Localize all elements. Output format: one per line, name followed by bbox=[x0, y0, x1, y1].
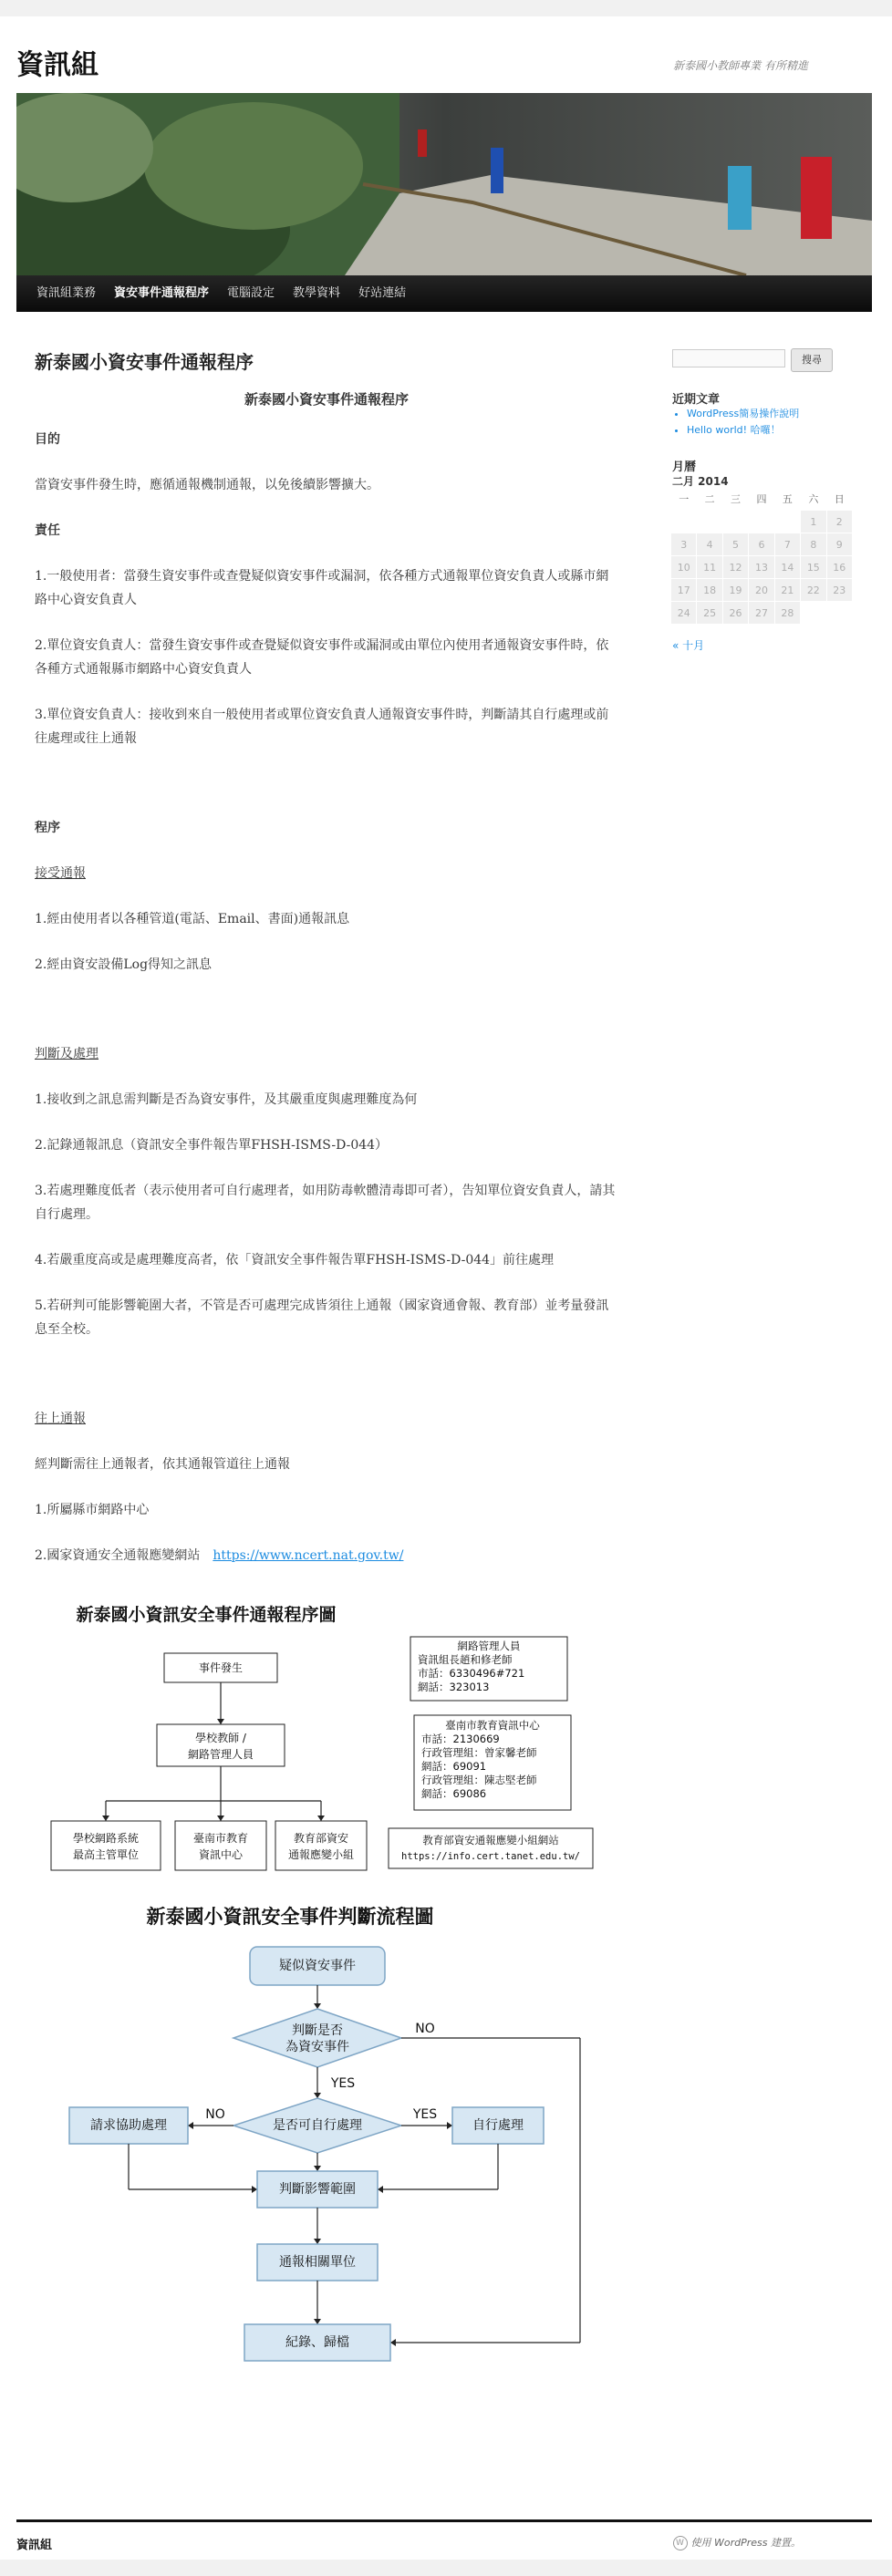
decision2-no: NO bbox=[205, 2107, 225, 2122]
judge-2: 2.記錄通報訊息（資訊安全事件報告單FHSH-ISMS-D-044） bbox=[35, 1138, 389, 1153]
receive-label: 接受通報 bbox=[35, 866, 86, 881]
decision2-yes: YES bbox=[412, 2107, 438, 2122]
info2-line4: 網話：69091 bbox=[421, 1760, 487, 1773]
procedure-label: 程序 bbox=[35, 821, 60, 835]
info2-line1: 臺南市教育資訊中心 bbox=[445, 1719, 540, 1732]
weekday-sat: 六 bbox=[808, 493, 819, 505]
calendar-week: 24 25 26 27 28 bbox=[671, 602, 853, 625]
leaf-2-line2: 資訊中心 bbox=[198, 1848, 244, 1861]
upward-1: 1.所屬縣市網路中心 bbox=[35, 1503, 150, 1517]
duty-label: 責任 bbox=[35, 523, 60, 538]
info2-line3: 行政管理組：曾家馨老師 bbox=[421, 1746, 537, 1759]
upward-2-text: 2.國家資通安全通報應變網站 bbox=[35, 1548, 201, 1563]
diagram1-title: 新泰國小資訊安全事件通報程序圖 bbox=[76, 1605, 337, 1625]
info1-line3: 市話：6330496#721 bbox=[418, 1667, 525, 1680]
info3-line2: https://info.cert.tanet.edu.tw/ bbox=[401, 1851, 580, 1862]
upward-label: 往上通報 bbox=[35, 1412, 86, 1426]
main-navigation bbox=[16, 275, 872, 312]
receive-2: 2.經由資安設備Log得知之訊息 bbox=[35, 957, 213, 972]
duty-2: 2.單位資安負責人：當發生資安事件或查覺疑似資安事件或漏洞或由單位內使用者通報資安事件時，依各種方式通報縣市網路中心資安負責人 bbox=[35, 638, 609, 677]
calendar-week: 1 2 bbox=[671, 511, 853, 533]
nav-item-security-procedure[interactable]: 資安事件通報程序 bbox=[114, 286, 210, 300]
info1-line1: 網路管理人員 bbox=[457, 1640, 521, 1652]
upward-2 bbox=[35, 1544, 618, 1567]
judge-3: 3.若處理難度低者（表示使用者可自行處理者，如用防毒軟體清毒即可者），告知單位資安負責人，請其自行處理。 bbox=[35, 1184, 616, 1222]
page-title: 新泰國小資安事件通報程序 bbox=[35, 351, 254, 373]
search-button[interactable]: 搜尋 bbox=[791, 348, 833, 372]
info2-line5: 行政管理組：陳志堅老師 bbox=[421, 1774, 537, 1786]
weekday-sun: 日 bbox=[834, 493, 845, 505]
leaf-1-line2: 最高主管單位 bbox=[72, 1848, 140, 1861]
nav-item-info-tasks[interactable]: 資訊組業務 bbox=[36, 286, 97, 300]
flow-assist: 請求協助處理 bbox=[90, 2118, 167, 2133]
page bbox=[0, 16, 892, 2560]
header-image[interactable] bbox=[16, 93, 872, 275]
leaf-2-line1: 臺南市教育 bbox=[192, 1832, 249, 1845]
info1-line4: 網話：323013 bbox=[418, 1681, 490, 1693]
upward-intro: 經判斷需往上通報者，依其通報管道往上通報 bbox=[35, 1457, 290, 1472]
weekday-mon: 一 bbox=[679, 493, 690, 505]
footer bbox=[16, 2519, 872, 2562]
decision1-yes: YES bbox=[330, 2076, 356, 2091]
weekday-wed: 三 bbox=[731, 493, 742, 505]
info3-line1: 教育部資安通報應變小組網站 bbox=[422, 1834, 559, 1847]
admin-box-line1: 學校教師 / bbox=[195, 1732, 246, 1744]
flow-self: 自行處理 bbox=[472, 2118, 524, 2133]
site-title[interactable]: 資訊組 bbox=[16, 49, 99, 81]
judge-1: 1.接收到之訊息需判斷是否為資安事件，及其嚴重度與處理難度為何 bbox=[35, 1092, 418, 1107]
decision1-line1: 判斷是否 bbox=[292, 2023, 343, 2038]
flow-notify: 通報相關單位 bbox=[279, 2255, 356, 2270]
weekday-tue: 二 bbox=[704, 493, 715, 505]
judgment-flowchart bbox=[33, 1896, 617, 2379]
duty-3: 3.單位資安負責人：接收到來自一般使用者或單位資安負責人通報資安事件時，判斷請其自行處理或前往處理或往上通報 bbox=[35, 708, 609, 746]
decision1-line2: 為資安事件 bbox=[285, 2040, 349, 2054]
event-box: 事件發生 bbox=[198, 1661, 244, 1674]
purpose-label: 目的 bbox=[35, 432, 60, 447]
leaf-3-line2: 通報應變小組 bbox=[287, 1848, 355, 1861]
flow-start: 疑似資安事件 bbox=[279, 1959, 356, 1973]
leaf-3-line1: 教育部資安 bbox=[293, 1832, 349, 1845]
purpose-text: 當資安事件發生時，應循通報機制通報，以免後續影響擴大。 bbox=[35, 478, 379, 492]
calendar-title: 月曆 bbox=[672, 460, 697, 474]
nav-item-teaching-materials[interactable]: 教學資料 bbox=[293, 286, 341, 300]
judge-5: 5.若研判可能影響範圍大者，不管是否可處理完成皆須往上通報（國家資通會報、教育部）並考量發訊息至全校。 bbox=[35, 1298, 609, 1337]
reporting-procedure-diagram bbox=[33, 1591, 617, 1883]
recent-post-1[interactable]: • WordPress簡易操作說明 bbox=[687, 406, 799, 422]
nav-item-computer-settings[interactable]: 電腦設定 bbox=[227, 286, 275, 300]
footer-powered-by[interactable] bbox=[673, 2535, 802, 2550]
calendar-caption: 二月 2014 bbox=[672, 475, 729, 488]
wordpress-icon: W bbox=[673, 2536, 688, 2550]
article-heading: 新泰國小資安事件通報程序 bbox=[244, 391, 409, 408]
judge-label: 判斷及處理 bbox=[35, 1047, 99, 1061]
main-content bbox=[35, 349, 618, 2379]
info2-line6: 網話：69086 bbox=[421, 1787, 487, 1800]
duty-1: 1.一般使用者：當發生資安事件或查覺疑似資安事件或漏洞，依各種方式通報單位資安負責人或縣市網路中心資安負責人 bbox=[35, 569, 609, 607]
decision2-text: 是否可自行處理 bbox=[273, 2118, 362, 2133]
calendar-prev-link[interactable]: « 十月 bbox=[672, 639, 705, 652]
flow-impact: 判斷影響範圍 bbox=[279, 2182, 356, 2197]
calendar-week: 3 4 5 6 7 8 9 bbox=[671, 533, 853, 556]
weekday-thu: 四 bbox=[756, 493, 767, 505]
info1-line2: 資訊組長趙和修老師 bbox=[418, 1653, 513, 1666]
search-input[interactable] bbox=[672, 349, 785, 367]
info2-line2: 市話：2130669 bbox=[421, 1733, 500, 1745]
calendar-week: 10 11 12 13 14 15 16 bbox=[671, 556, 853, 579]
powered-by-text: 使用 WordPress 建置。 bbox=[690, 2537, 801, 2549]
recent-post-2[interactable]: • Hello world! 哈囉！ bbox=[687, 422, 799, 439]
receive-1: 1.經由使用者以各種管道(電話、Email、書面)通報訊息 bbox=[35, 912, 350, 926]
diagram2-title: 新泰國小資訊安全事件判斷流程圖 bbox=[146, 1906, 434, 1928]
recent-posts-title: 近期文章 bbox=[672, 393, 721, 407]
nav-item-useful-links[interactable]: 好站連結 bbox=[358, 286, 407, 300]
weekday-fri: 五 bbox=[782, 493, 793, 505]
site-description: 新泰國小教師專業 有所精進 bbox=[673, 59, 808, 72]
calendar-week: 17 18 19 20 21 22 23 bbox=[671, 579, 853, 602]
admin-box-line2: 網路管理人員 bbox=[187, 1748, 254, 1761]
leaf-1-line1: 學校網路系統 bbox=[72, 1832, 140, 1845]
calendar-table bbox=[670, 488, 853, 625]
flow-archive: 紀錄、歸檔 bbox=[285, 2335, 349, 2350]
ncert-link[interactable]: https://www.ncert.nat.gov.tw/ bbox=[213, 1548, 404, 1563]
decision1-no: NO bbox=[415, 2022, 435, 2036]
judge-4: 4.若嚴重度高或是處理難度高者，依「資訊安全事件報告單FHSH-ISMS-D-044」前往處理 bbox=[35, 1253, 555, 1267]
footer-site-link[interactable]: 資訊組 bbox=[16, 2539, 53, 2552]
